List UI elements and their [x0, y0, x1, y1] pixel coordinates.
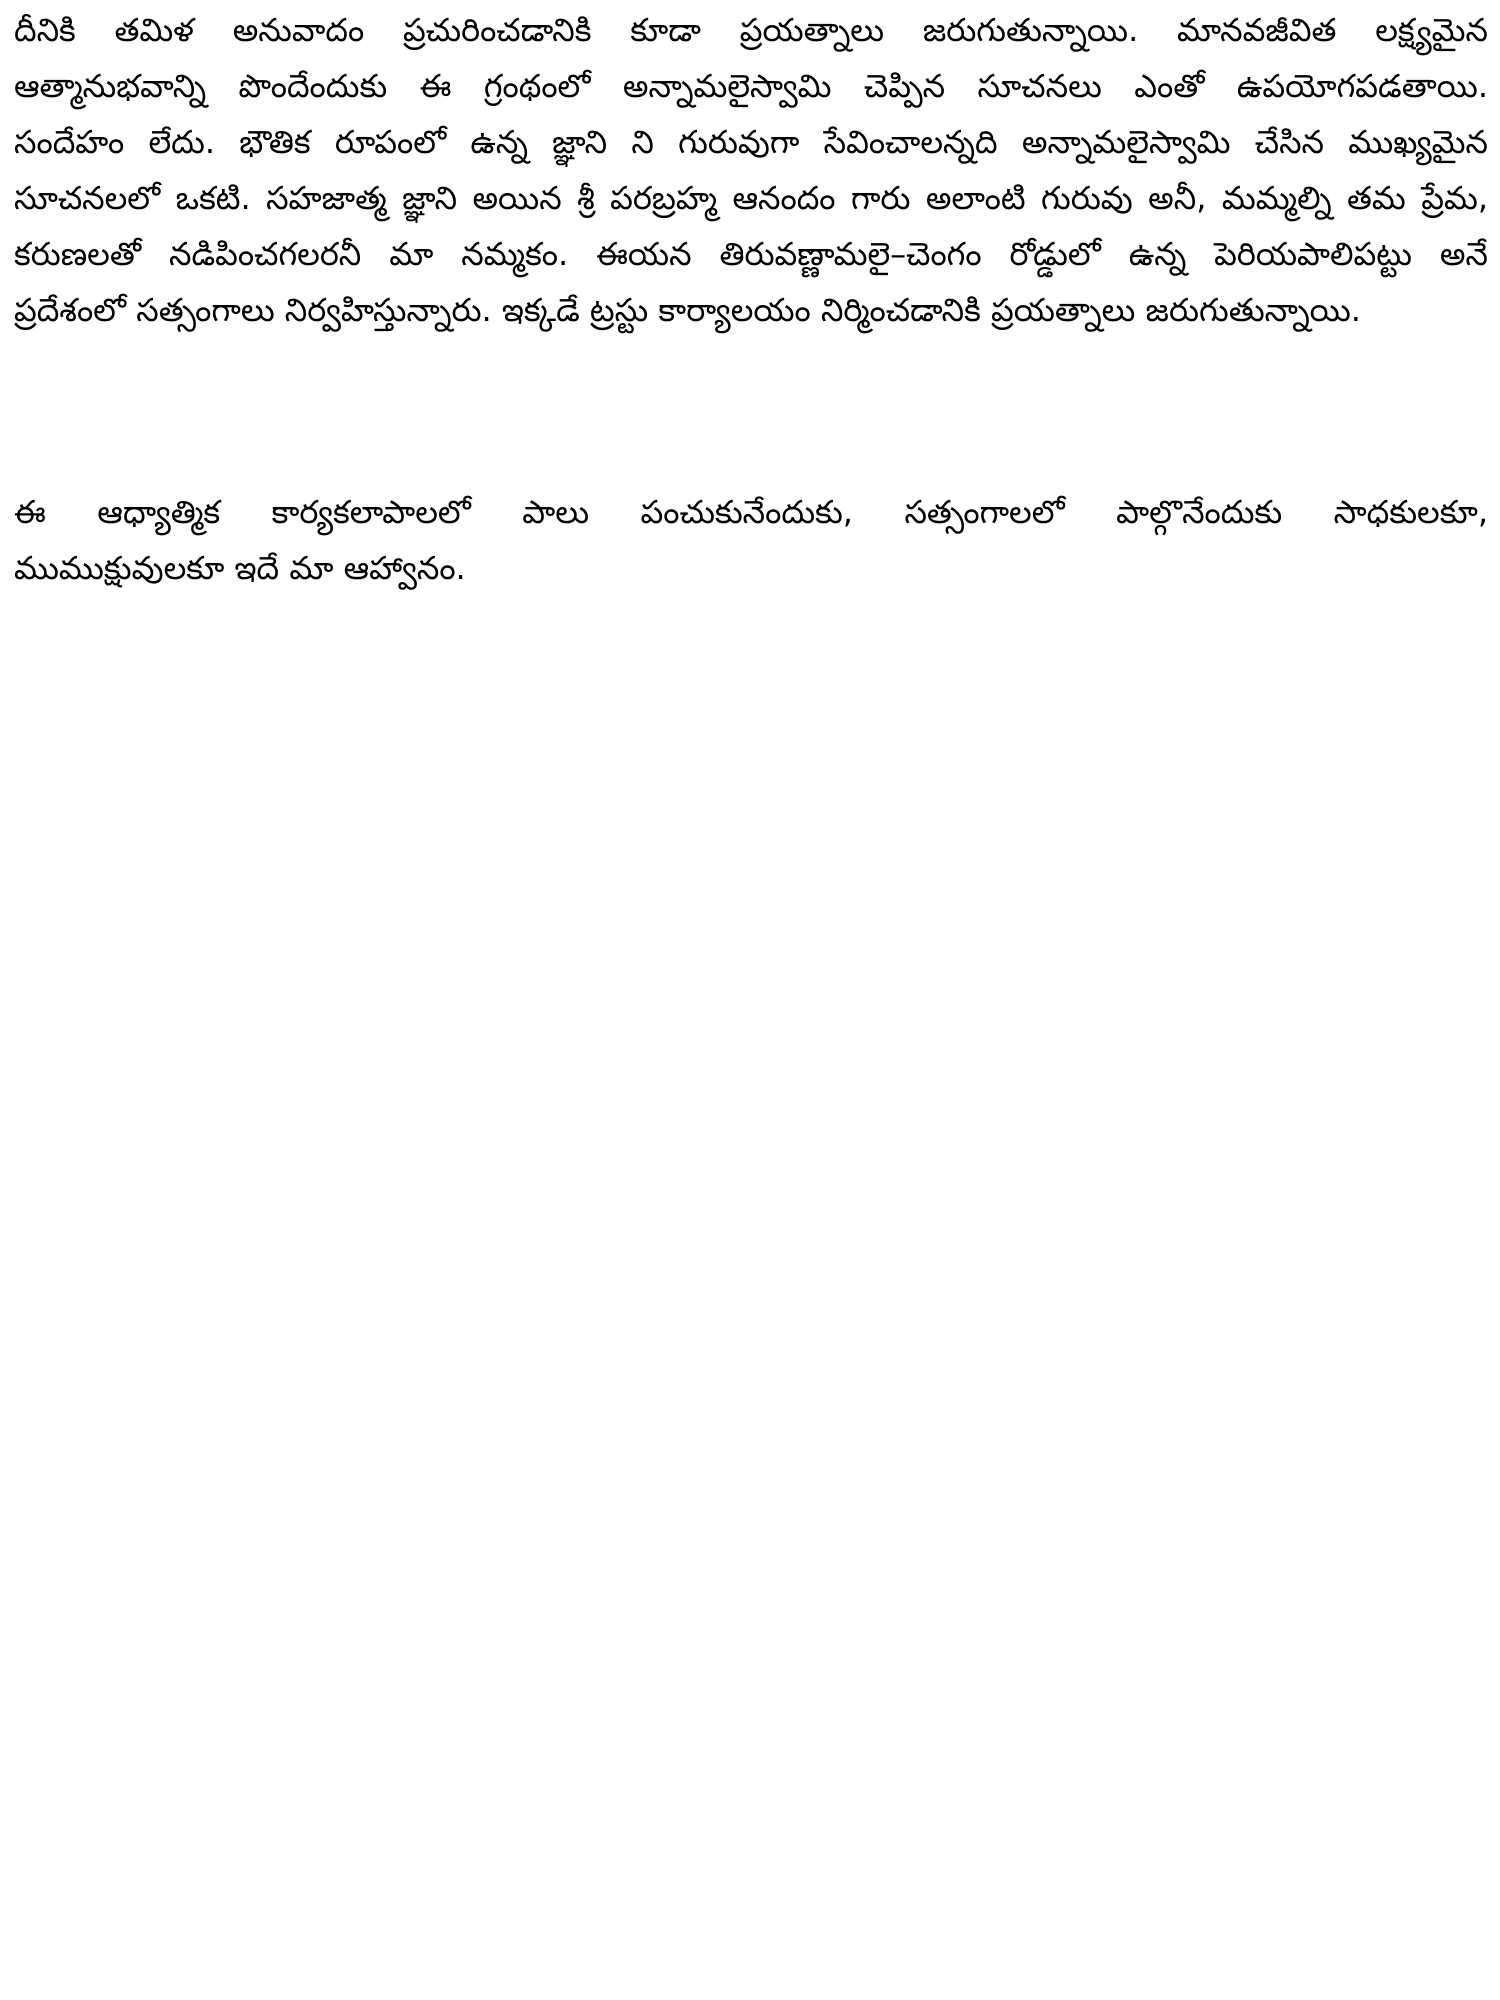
paragraph-1-line-6: ప్రదేశంలో సత్సంగాలు నిర్వహిస్తున్నారు. ఇక్కడే ట్రస్టు కార్యాలయం నిర్మించడానికి ప్రయత్నాలు జరుగుతున్నాయి.	[14, 291, 1361, 329]
paragraph-1-line-3: సందేహం లేదు. భౌతిక రూపంలో ఉన్న జ్ఞాని ని గురువుగా సేవించాలన్నది అన్నామలైస్వామి చేసిన ముఖ్యమైన	[14, 123, 1488, 161]
paragraph-2-line-2: ముముక్షువులకూ ఇదే మా ఆహ్వానం.	[14, 549, 466, 587]
paragraph-1-line-5: కరుణలతో నడిపించగలరనీ మా నమ్మకం. ఈయన తిరువణ్ణామలై–చెంగం రోడ్డులో ఉన్న పెరియపాలిపట్టు అనే	[14, 235, 1488, 273]
paragraph-1	[14, 2, 1488, 338]
paragraph-1-line-2: ఆత్మానుభవాన్ని పొందేందుకు ఈ గ్రంథంలో అన్నామలైస్వామి చెప్పిన సూచనలు ఎంతో ఉపయోగపడతాయి.	[14, 67, 1488, 105]
paragraph-2	[14, 484, 1488, 596]
paragraph-1-line-4: సూచనలలో ఒకటి. సహజాత్మ జ్ఞాని అయిన శ్రీ పరబ్రహ్మ ఆనందం గారు అలాంటి గురువు అనీ, మమ్మల్ని తమ ప్రేమ,	[14, 179, 1488, 217]
paragraph-1-line-1: దీనికి తమిళ అనువాదం ప్రచురించడానికి కూడా ప్రయత్నాలు జరుగుతున్నాయి. మానవజీవిత లక్ష్యమైన	[14, 11, 1488, 49]
paragraph-2-line-1: ఈ ఆధ్యాత్మిక కార్యకలాపాలలో పాలు పంచుకునేందుకు, సత్సంగాలలో పాల్గొనేందుకు సాధకులకూ,	[14, 493, 1488, 531]
